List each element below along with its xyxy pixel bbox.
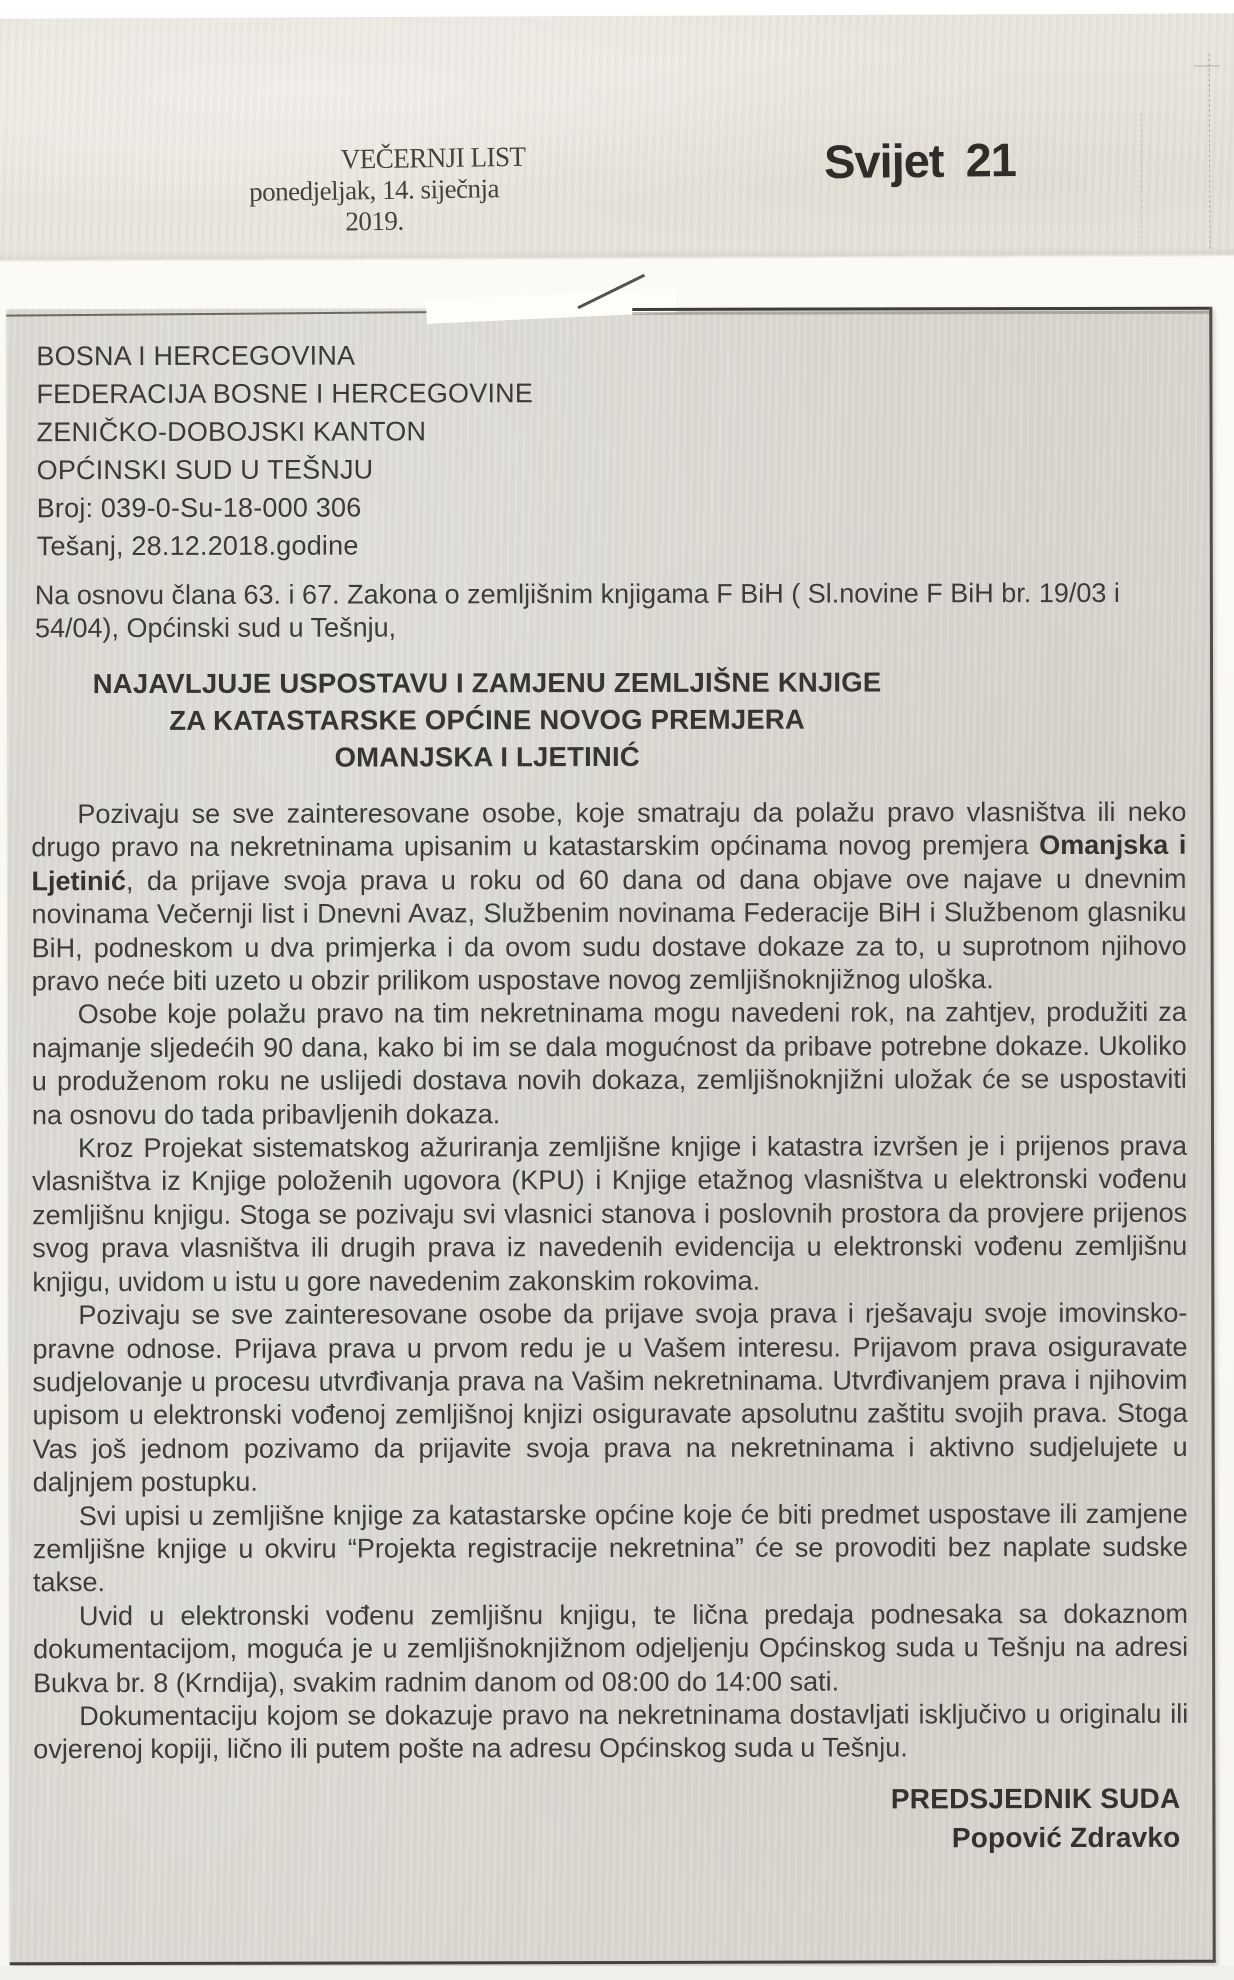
registration-mark xyxy=(1194,65,1220,66)
cadastral-municipalities-bold: Omanjska i Ljetinić xyxy=(31,830,1187,897)
article-paragraphs xyxy=(31,796,1188,1767)
issue-date: ponedjeljak, 14. siječnja 2019. xyxy=(248,173,500,237)
signature-name: Popović Zdravko xyxy=(951,1821,1181,1854)
paper-crease xyxy=(1141,114,1143,249)
article-paragraph xyxy=(32,1297,1187,1500)
article-paragraph xyxy=(33,1698,1188,1767)
text-line: ZA KATASTARSKE OPĆINE NOVOG PREMJERA xyxy=(169,703,805,736)
text-line: Broj: 039-0-Su-18-000 306 xyxy=(36,492,362,524)
text-line: OMANJSKA I LJETINIĆ xyxy=(334,740,640,773)
masthead-strip xyxy=(0,13,1234,258)
paragraph-text: Svi upisi u zemljišne knjige za katastarske općine koje će biti predmet uspostave ili zamjene zemljišne knjige u okviru “Projekta registracije nekretnina” će se provoditi bez naplate sudske takse. xyxy=(32,1498,1188,1598)
text-line: Tešanj, 28.12.2018.godine xyxy=(36,530,359,562)
announcement-title xyxy=(31,663,943,776)
signature-block xyxy=(33,1779,1188,1859)
article-paragraph xyxy=(31,796,1186,999)
court-header xyxy=(36,335,1185,565)
article-paragraph xyxy=(33,1598,1188,1701)
paper-crease xyxy=(1209,53,1211,248)
section-name: Svijet xyxy=(823,133,944,189)
paragraph-text: Kroz Projekat sistematskog ažuriranja zemljišne knjige i katastra izvršen je i prijenos prava vlasništva iz Knjige položenih ugovora (KPU) i Knjige etažnog vlasništva u elektronski vođenu zemljišnu knjigu. Stoga se pozivaju svi vlasnici stanova i poslovnih prostora da provjere prijenos svog prava vlasništva ili drugih prava iz navedenih evidencija u elektronski vođenu zemljišnu knjigu, uvidom u istu u gore navedenim zakonskim rokovima. xyxy=(32,1130,1188,1297)
paragraph-text: Uvid u elektronski vođenu zemljišnu knjigu, te lična predaja podnesaka sa dokaznom dokumentacijom, moguća je u zemljišnoknjižnom odjeljenju Općinskog suda u Tešnju na adresi Bukva br. 8 (Krndija), svakim radnim danom od 08:00 do 14:00 sati. xyxy=(33,1598,1189,1698)
text-line: FEDERACIJA BOSNE I HERCEGOVINE xyxy=(36,378,534,410)
paragraph-text: Osobe koje polažu pravo na tim nekretninama mogu navedeni rok, na zahtjev, produžiti za najmanje sljedećih 90 dana, kako bi im se dala mogućnost da pribave potrebne dokaze. Ukoliko u produženom roku ne uslijedi dostava novih dokaza, zemljišnoknjižni uložak će se uspostaviti na osnovu do tada pribavljenih dokaza. xyxy=(31,997,1187,1130)
signature-title: PREDSJEDNIK SUDA xyxy=(890,1782,1181,1815)
paragraph-text: Pozivaju se sve zainteresovane osobe, koje smatraju da polažu pravo vlasništva ili neko drugo pravo na nekretninama upisanim u katastarskim općinama novog premjera xyxy=(31,796,1187,863)
text-line: OPĆINSKI SUD U TEŠNJU xyxy=(36,454,374,486)
bottom-paper-strip xyxy=(0,1966,1234,1980)
tear-mark xyxy=(426,288,677,323)
section-header xyxy=(824,131,1125,189)
legal-basis-paragraph: Na osnovu člana 63. i 67. Zakona o zemljišnim knjigama F BiH ( Sl.novine F BiH br. 19/03 i 54/04), Općinski sud u Tešnju, xyxy=(34,577,1120,644)
article-clipping xyxy=(6,307,1215,1966)
newspaper-name: VEČERNJI LIST xyxy=(340,140,526,175)
article-paragraph xyxy=(32,996,1187,1132)
article-paragraph xyxy=(33,1497,1188,1600)
paragraph-text: , da prijave svoja prava u roku od 60 dana od dana objave ove najave u dnevnim novinama Večernji list i Dnevni Avaz, Službenim novinama Federacije BiH i Službenom glasniku BiH, podneskom u dva primjerka i da ovom sudu dostave dokaze za to, u suprotnom njihovo pravo neće biti uzeto u obzir prilikom uspostave novog zemljišnoknjižnog uloška. xyxy=(31,863,1187,997)
text-line: ZENIČKO-DOBOJSKI KANTON xyxy=(36,416,427,448)
paragraph-text: Dokumentaciju kojom se dokazuje pravo na nekretninama dostavljati isključivo u originalu ili ovjerenoj kopiji, lično ili putem pošte na adresu Općinskog suda u Tešnju. xyxy=(33,1698,1189,1765)
paragraph-text: Pozivaju se sve zainteresovane osobe da prijave svoja prava i rješavaju svoje imovinsko-pravne odnose. Prijava prava u prvom redu je u Vašem interesu. Prijavom prava osiguravate sudjelovanje u procesu utvrđivanja prava na Vašim nekretninama. Utvrđivanjem prava i njihovim upisom u elektronski vođenoj zemljišnoj knjizi osiguravate apsolutnu zaštitu svojih prava. Stoga Vas još jednom pozivamo da prijavite svoja prava na nekretninama i aktivno sudjelujete u daljnjem postupku. xyxy=(32,1297,1188,1498)
text-line: BOSNA I HERCEGOVINA xyxy=(36,340,356,372)
page-number: 21 xyxy=(965,132,1017,187)
article-paragraph xyxy=(32,1130,1187,1299)
text-line: NAJAVLJUJE USPOSTAVU I ZAMJENU ZEMLJIŠNE KNJIGE xyxy=(92,666,882,700)
